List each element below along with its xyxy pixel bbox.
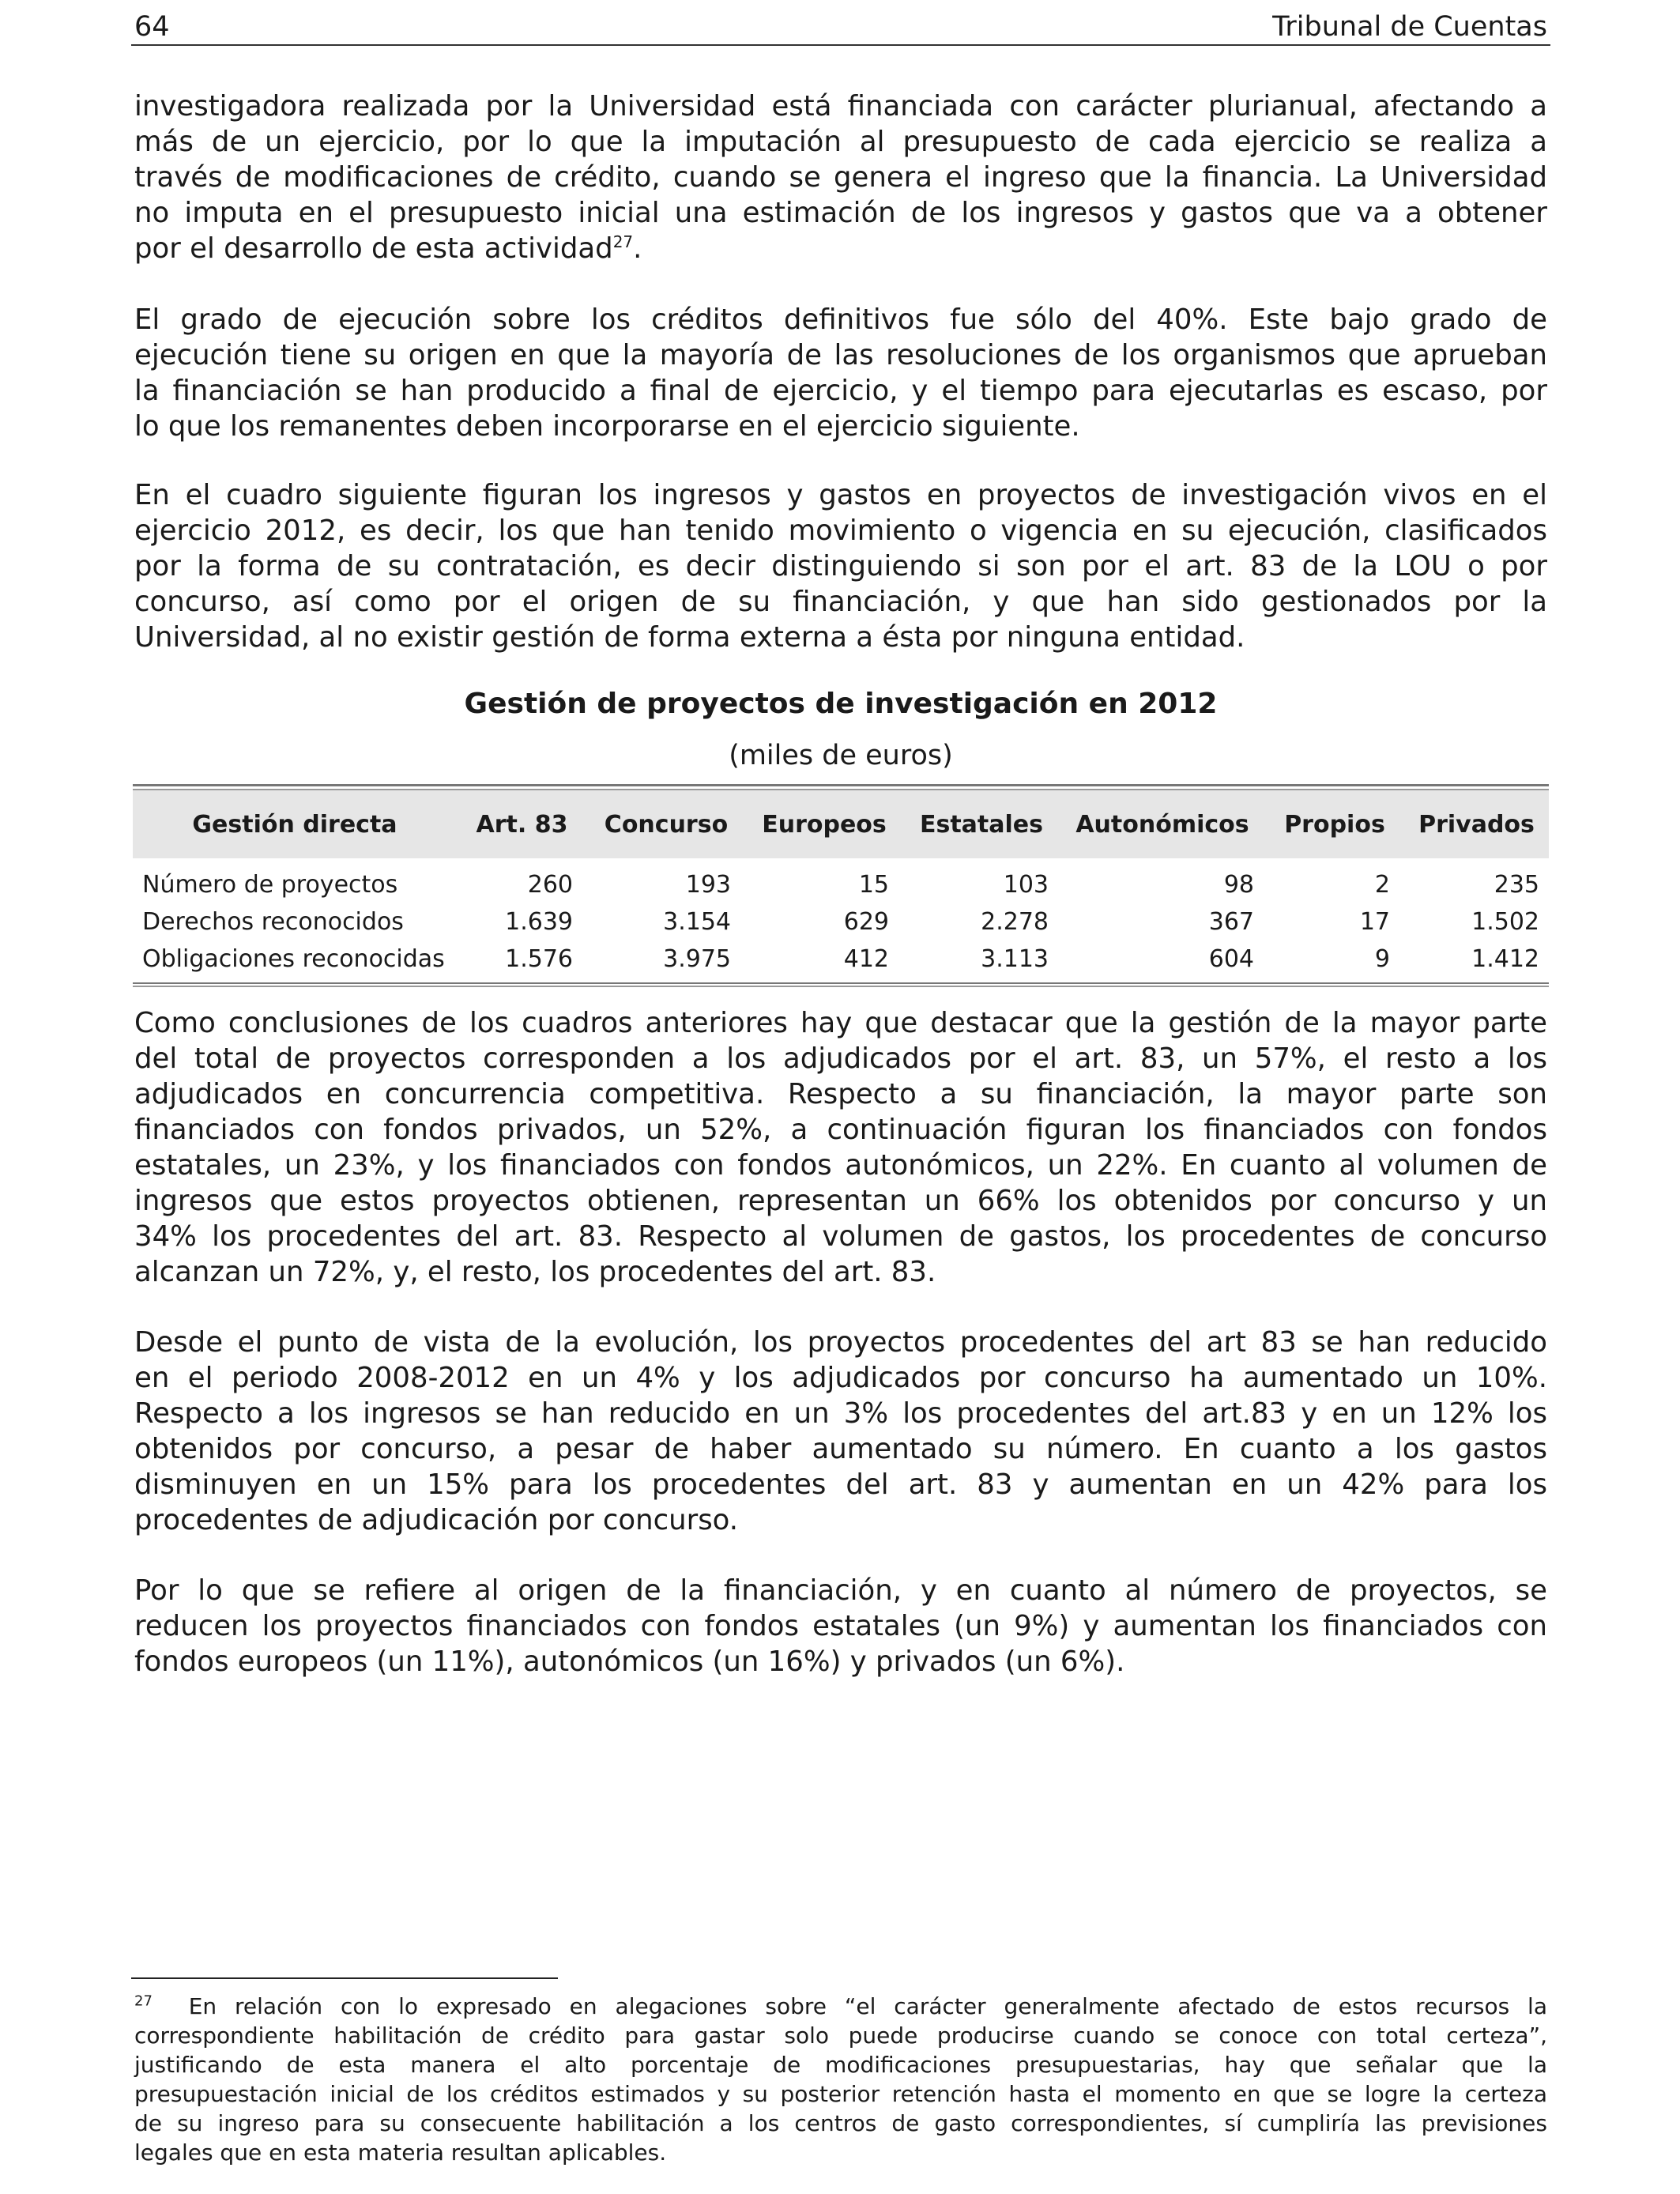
text-line: legales que en esta materia resultan aplicables. bbox=[134, 2139, 667, 2166]
row-label: Número de proyectos bbox=[142, 871, 398, 899]
table-title: Gestión de proyectos de investigación en 2012 bbox=[464, 688, 1218, 720]
table-cell: 2 bbox=[1374, 871, 1390, 899]
table-cell: 260 bbox=[527, 871, 573, 899]
column-header: Concurso bbox=[604, 810, 729, 839]
text-line bbox=[134, 1992, 1547, 2021]
row-label: Obligaciones reconocidas bbox=[142, 945, 445, 973]
text-fragment: . bbox=[633, 232, 642, 265]
text-line: financiados con fondos privados, un 52%, a continuación figuran los financiados con fondos bbox=[134, 1114, 1547, 1146]
table-cell: 103 bbox=[1003, 871, 1049, 899]
table-cell: 3.975 bbox=[663, 945, 731, 973]
text-line: investigadora realizada por la Universidad está financiada con carácter plurianual, afectando a bbox=[134, 90, 1547, 123]
paragraph-1 bbox=[134, 89, 1547, 266]
page-header bbox=[131, 9, 1550, 46]
text-line: de su ingreso para su consecuente habilitación a los centros de gasto correspondientes, sí cumpliría las previsiones bbox=[134, 2110, 1547, 2136]
text-line: presupuestación inicial de los créditos estimados y su posterior retención hasta el momento en que se logre la certeza bbox=[134, 2081, 1547, 2107]
page-number: 64 bbox=[134, 11, 170, 43]
table-cell: 1.576 bbox=[505, 945, 573, 973]
text-line: disminuyen en un 15% para los procedentes del art. 83 y aumentan en un 42% para los bbox=[134, 1468, 1547, 1501]
text-fragment: por el desarrollo de esta actividad bbox=[134, 232, 613, 265]
paragraph-6 bbox=[134, 1573, 1547, 1679]
table-cell: 3.154 bbox=[663, 908, 731, 936]
text-line: no imputa en el presupuesto inicial una estimación de los ingresos y gastos que va a obtener bbox=[134, 197, 1547, 229]
text-line: través de modificaciones de crédito, cuando se genera el ingreso que la financia. La Universidad bbox=[134, 161, 1547, 194]
column-header: Propios bbox=[1284, 810, 1385, 839]
table-row bbox=[133, 903, 1549, 941]
text-line: Como conclusiones de los cuadros anteriores hay que destacar que la gestión de la mayor parte bbox=[134, 1007, 1547, 1039]
text-line: justificando de esta manera el alto porcentaje de modificaciones presupuestarias, hay que señalar que la bbox=[134, 2052, 1547, 2078]
publisher-name: Tribunal de Cuentas bbox=[1272, 11, 1547, 43]
text-line: procedentes de adjudicación por concurso. bbox=[134, 1504, 739, 1536]
footnote bbox=[134, 1992, 1547, 2167]
table-cell: 604 bbox=[1208, 945, 1254, 973]
text-line: correspondiente habilitación de crédito para gastar solo puede producirse cuando se conoce con total certeza”, bbox=[134, 2022, 1547, 2049]
paragraph-4 bbox=[134, 1005, 1547, 1290]
text-line: ejecución tiene su origen en que la mayoría de las resoluciones de los organismos que aprueban bbox=[134, 339, 1547, 371]
table-cell: 3.113 bbox=[981, 945, 1049, 973]
table-row bbox=[133, 866, 1549, 903]
text-line: fondos europeos (un 11%), autonómicos (un 16%) y privados (un 6%). bbox=[134, 1646, 1125, 1678]
text-line: del total de proyectos corresponden a los adjudicados por el art. 83, un 57%, el resto a los bbox=[134, 1042, 1547, 1075]
table-header-row bbox=[133, 790, 1549, 858]
column-header: Art. 83 bbox=[476, 810, 568, 839]
text-line: alcanzan un 72%, y, el resto, los procedentes del art. 83. bbox=[134, 1256, 936, 1288]
column-header: Privados bbox=[1418, 810, 1535, 839]
footnote-separator bbox=[131, 1977, 558, 1979]
table-cell: 9 bbox=[1374, 945, 1390, 973]
paragraph-2 bbox=[134, 302, 1547, 444]
table-cell: 1.639 bbox=[505, 908, 573, 936]
text-line: reducen los proyectos financiados con fondos estatales (un 9%) y aumentan los financiados con bbox=[134, 1610, 1547, 1642]
table-subtitle: (miles de euros) bbox=[729, 740, 953, 771]
text-line: En el cuadro siguiente figuran los ingresos y gastos en proyectos de investigación vivos en el bbox=[134, 479, 1547, 511]
table-cell: 98 bbox=[1223, 871, 1254, 899]
text-line: Por lo que se refiere al origen de la financiación, y en cuanto al número de proyectos, se bbox=[134, 1574, 1547, 1607]
table-row bbox=[133, 941, 1549, 978]
footnote-reference[interactable]: 27 bbox=[612, 232, 634, 252]
table-cell: 17 bbox=[1359, 908, 1390, 936]
column-header: Autonómicos bbox=[1075, 810, 1249, 839]
text-line: ejercicio 2012, es decir, los que han tenido movimiento o vigencia en su ejecución, clasificados bbox=[134, 515, 1547, 547]
column-header: Estatales bbox=[919, 810, 1043, 839]
row-label: Derechos reconocidos bbox=[142, 908, 404, 936]
table-bottom-rule bbox=[133, 982, 1549, 987]
text-line: El grado de ejecución sobre los créditos definitivos fue sólo del 40%. Este bajo grado de bbox=[134, 303, 1547, 336]
text-line: lo que los remanentes deben incorporarse en el ejercicio siguiente. bbox=[134, 410, 1080, 443]
table-cell: 235 bbox=[1494, 871, 1539, 899]
text-line: en el periodo 2008-2012 en un 4% y los adjudicados por concurso ha aumentado un 10%. bbox=[134, 1362, 1547, 1394]
table-cell: 1.502 bbox=[1471, 908, 1539, 936]
table-cell: 412 bbox=[843, 945, 889, 973]
table-cell: 15 bbox=[858, 871, 889, 899]
table-cell: 629 bbox=[843, 908, 889, 936]
table-top-rule bbox=[133, 784, 1549, 790]
text-line: obtenidos por concurso, a pesar de haber aumentado su número. En cuanto a los gastos bbox=[134, 1433, 1547, 1465]
text-line: Respecto a los ingresos se han reducido en un 3% los procedentes del art.83 y en un 12% los bbox=[134, 1397, 1547, 1430]
data-table bbox=[133, 784, 1549, 987]
text-line: por la forma de su contratación, es decir distinguiendo si son por el art. 83 de la LOU o por bbox=[134, 550, 1547, 582]
table-cell: 2.278 bbox=[981, 908, 1049, 936]
text-line bbox=[134, 231, 1547, 266]
text-line: 34% los procedentes del art. 83. Respecto al volumen de gastos, los procedentes de concurso bbox=[134, 1220, 1547, 1253]
text-line: concurso, así como por el origen de su financiación, y que han sido gestionados por la bbox=[134, 586, 1547, 618]
column-header: Gestión directa bbox=[192, 810, 397, 839]
table-cell: 367 bbox=[1208, 908, 1254, 936]
text-line: estatales, un 23%, y los financiados con fondos autonómicos, un 22%. En cuanto al volumen de bbox=[134, 1149, 1547, 1182]
text-line: más de un ejercicio, por lo que la imputación al presupuesto de cada ejercicio se realiza a bbox=[134, 126, 1547, 158]
text-line: Desde el punto de vista de la evolución, los proyectos procedentes del art 83 se han reducido bbox=[134, 1326, 1547, 1359]
paragraph-3 bbox=[134, 477, 1547, 655]
text-line: la financiación se han producido a final de ejercicio, y el tiempo para ejecutarlas es escaso, por bbox=[134, 375, 1547, 407]
text-fragment: En relación con lo expresado en alegaciones sobre “el carácter generalmente afectado de estos recursos la bbox=[188, 1993, 1547, 2019]
footnote-number: 27 bbox=[134, 1992, 153, 2010]
text-line: adjudicados en concurrencia competitiva. Respecto a su financiación, la mayor parte son bbox=[134, 1078, 1547, 1110]
table-cell: 1.412 bbox=[1471, 945, 1539, 973]
column-header: Europeos bbox=[762, 810, 887, 839]
table-cell: 193 bbox=[685, 871, 731, 899]
text-line: ingresos que estos proyectos obtienen, representan un 66% los obtenidos por concurso y un bbox=[134, 1185, 1547, 1217]
paragraph-5 bbox=[134, 1325, 1547, 1538]
text-line: Universidad, al no existir gestión de forma externa a ésta por ninguna entidad. bbox=[134, 621, 1245, 654]
